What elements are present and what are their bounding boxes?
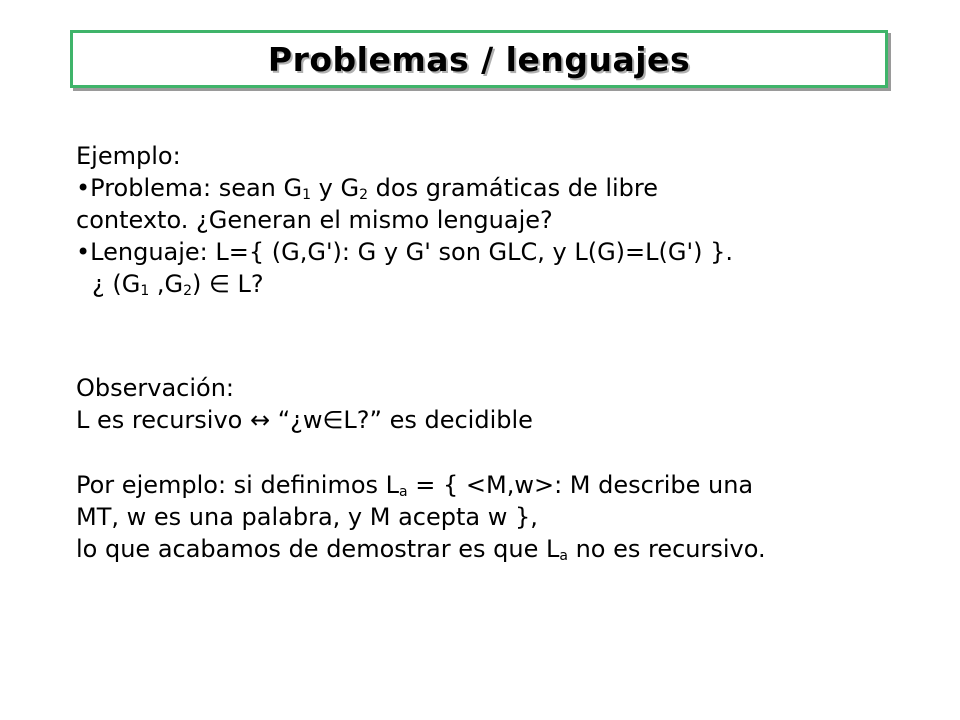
remark-line-2: MT, w es una palabra, y M acepta w }, <box>76 503 538 531</box>
remark-line-3: lo que acabamos de demostrar es que $L_a$ no es recursivo. <box>76 535 766 564</box>
spacer <box>76 300 936 372</box>
slide-content <box>76 140 936 565</box>
language-question: ¿ ($G_1$ $,G_2$) ∈ L? <box>92 270 264 299</box>
example-heading: Ejemplo: <box>76 142 181 170</box>
spacer <box>76 436 936 469</box>
observation-heading: Observación: <box>76 374 235 402</box>
title-box <box>70 30 888 88</box>
problem-line-2: contexto. ¿Generan el mismo lenguaje? <box>76 206 553 234</box>
bullet-icon: • <box>76 238 91 266</box>
slide-title: Problemas / lenguajes <box>267 39 691 79</box>
remark-line-1: Por ejemplo: si definimos $L_a$ = { <M,w>: M describe una <box>76 471 754 500</box>
language-line-1: •Lenguaje: L={ (G,G'): G y G' son GLC, y L(G)=L(G') }. <box>76 238 733 266</box>
observation-line: L es recursivo ↔ “¿w∈L?” es decidible <box>76 406 533 434</box>
problem-line-1: •Problema: sean $G_1$ y $G_2$ dos gramáticas de libre <box>76 174 659 203</box>
bullet-icon: • <box>76 174 91 202</box>
